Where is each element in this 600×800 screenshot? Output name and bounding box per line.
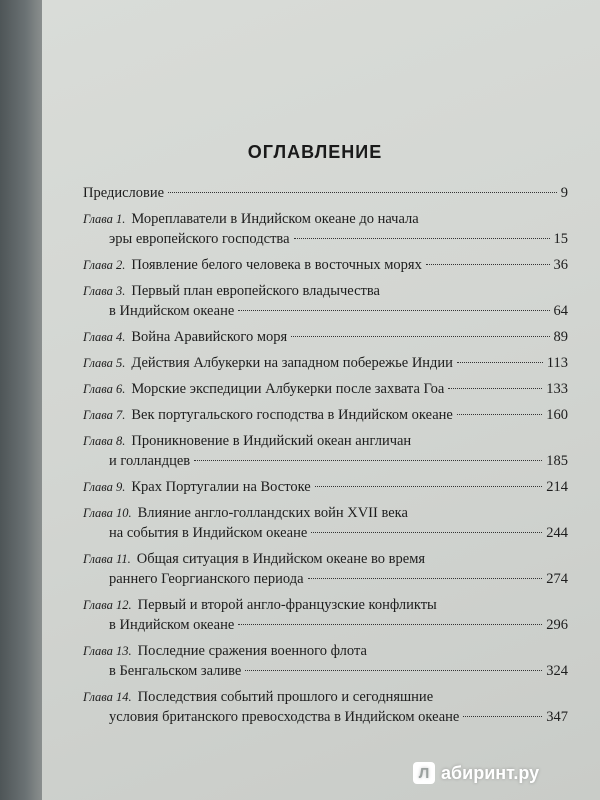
chapter-label: Глава 7. xyxy=(83,408,126,422)
chapter-title: раннего Георгианского периода xyxy=(109,571,304,587)
page-number: 244 xyxy=(546,525,568,541)
toc-entry-line xyxy=(83,353,568,373)
chapter-title: Влияние англо-голландских войн XVII века xyxy=(137,505,408,521)
chapter-title: Последние сражения военного флота xyxy=(137,643,367,659)
page-number: 185 xyxy=(546,453,568,469)
chapter-title: Проникновение в Индийский океан англичан xyxy=(131,433,412,449)
toc-entry-line xyxy=(83,209,568,229)
watermark xyxy=(413,758,588,788)
chapter-label: Глава 2. xyxy=(83,258,126,272)
toc-entry xyxy=(83,281,568,321)
chapter-label: Глава 13. xyxy=(83,644,132,658)
dot-leader xyxy=(426,264,550,265)
facing-page-edge xyxy=(0,0,42,800)
toc-entry xyxy=(83,183,568,203)
toc-entry-line xyxy=(83,379,568,399)
chapter-title: Предисловие xyxy=(83,185,165,201)
facing-page-text xyxy=(2,40,40,300)
toc-entry-line xyxy=(83,523,568,543)
dot-leader xyxy=(238,310,549,311)
toc-entry xyxy=(83,595,568,635)
dot-leader xyxy=(463,716,542,717)
chapter-label: Глава 9. xyxy=(83,480,126,494)
toc-entry-line xyxy=(83,477,568,497)
toc-entry xyxy=(83,405,568,425)
page-number: 9 xyxy=(560,185,568,201)
watermark-text: абиринт.ру xyxy=(441,762,540,783)
toc-entry xyxy=(83,379,568,399)
dot-leader xyxy=(291,336,549,337)
page-number: 113 xyxy=(546,355,568,371)
dot-leader xyxy=(294,238,550,239)
page-number: 160 xyxy=(546,407,568,423)
table-of-contents xyxy=(83,183,568,733)
toc-entry-line xyxy=(83,451,568,471)
chapter-title: в Индийском океане xyxy=(109,617,235,633)
page-number: 214 xyxy=(546,479,568,495)
toc-entry-line xyxy=(83,405,568,425)
toc-entry xyxy=(83,641,568,681)
toc-entry-line xyxy=(83,661,568,681)
toc-entry-line xyxy=(83,431,568,451)
page-number: 64 xyxy=(553,303,568,319)
chapter-title: в Индийском океане xyxy=(109,303,235,319)
chapter-title: Действия Албукерки на западном побережье Индии xyxy=(131,355,453,371)
toc-entry-line xyxy=(83,281,568,301)
chapter-label: Глава 5. xyxy=(83,356,126,370)
chapter-title: Морские экспедиции Албукерки после захвата Гоа xyxy=(131,381,445,397)
chapter-title: Появление белого человека в восточных морях xyxy=(131,257,422,273)
page-number: 347 xyxy=(546,709,568,725)
chapter-label: Глава 4. xyxy=(83,330,126,344)
dot-leader xyxy=(238,624,542,625)
chapter-label: Глава 8. xyxy=(83,434,126,448)
page-number: 274 xyxy=(546,571,568,587)
chapter-title: условия британского превосходства в Индийском океане xyxy=(109,709,460,725)
page-number: 36 xyxy=(553,257,568,273)
chapter-title: Последствия событий прошлого и сегодняшние xyxy=(137,689,434,705)
chapter-title: Война Аравийского моря xyxy=(131,329,288,345)
chapter-title: Первый план европейского владычества xyxy=(131,283,380,299)
toc-entry xyxy=(83,209,568,249)
toc-entry-line xyxy=(83,595,568,615)
dot-leader xyxy=(457,362,543,363)
toc-entry-line xyxy=(83,301,568,321)
chapter-title: Мореплаватели в Индийском океане до начала xyxy=(131,211,419,227)
dot-leader xyxy=(315,486,543,487)
toc-entry-line xyxy=(83,641,568,661)
dot-leader xyxy=(194,460,542,461)
dot-leader xyxy=(308,578,543,579)
labirint-logo-icon: Л xyxy=(413,762,435,784)
chapter-label: Глава 1. xyxy=(83,212,126,226)
toc-entry xyxy=(83,503,568,543)
toc-entry-line xyxy=(83,569,568,589)
chapter-title: Крах Португалии на Востоке xyxy=(131,479,311,495)
page-number: 89 xyxy=(553,329,568,345)
toc-entry-line xyxy=(83,229,568,249)
chapter-title: Общая ситуация в Индийском океане во время xyxy=(136,551,426,567)
chapter-label: Глава 14. xyxy=(83,690,132,704)
toc-entry-line xyxy=(83,183,568,203)
dot-leader xyxy=(311,532,542,533)
page-number: 324 xyxy=(546,663,568,679)
toc-entry xyxy=(83,687,568,727)
page-title: ОГЛАВЛЕНИЕ xyxy=(247,142,383,162)
dot-leader xyxy=(457,414,542,415)
toc-entry xyxy=(83,255,568,275)
toc-entry-line xyxy=(83,615,568,635)
dot-leader xyxy=(448,388,542,389)
chapter-title: в Бенгальском заливе xyxy=(109,663,242,679)
page-number: 133 xyxy=(546,381,568,397)
chapter-title: Первый и второй англо-французские конфликты xyxy=(137,597,437,613)
toc-entry xyxy=(83,549,568,589)
chapter-title: на события в Индийском океане xyxy=(109,525,308,541)
chapter-label: Глава 11. xyxy=(83,552,131,566)
page-number: 15 xyxy=(553,231,568,247)
dot-leader xyxy=(245,670,542,671)
toc-entry xyxy=(83,327,568,347)
chapter-title: эры европейского господства xyxy=(109,231,290,247)
toc-entry-line xyxy=(83,503,568,523)
toc-entry-line xyxy=(83,327,568,347)
toc-entry xyxy=(83,353,568,373)
toc-entry-line xyxy=(83,687,568,707)
chapter-label: Глава 12. xyxy=(83,598,132,612)
chapter-title: и голландцев xyxy=(109,453,191,469)
toc-entry xyxy=(83,431,568,471)
toc-entry-line xyxy=(83,255,568,275)
chapter-label: Глава 6. xyxy=(83,382,126,396)
chapter-label: Глава 10. xyxy=(83,506,132,520)
page-number: 296 xyxy=(546,617,568,633)
toc-entry-line xyxy=(83,549,568,569)
chapter-title: Век португальского господства в Индийском океане xyxy=(131,407,453,423)
chapter-label: Глава 3. xyxy=(83,284,126,298)
dot-leader xyxy=(168,192,557,193)
toc-entry-line xyxy=(83,707,568,727)
toc-entry xyxy=(83,477,568,497)
